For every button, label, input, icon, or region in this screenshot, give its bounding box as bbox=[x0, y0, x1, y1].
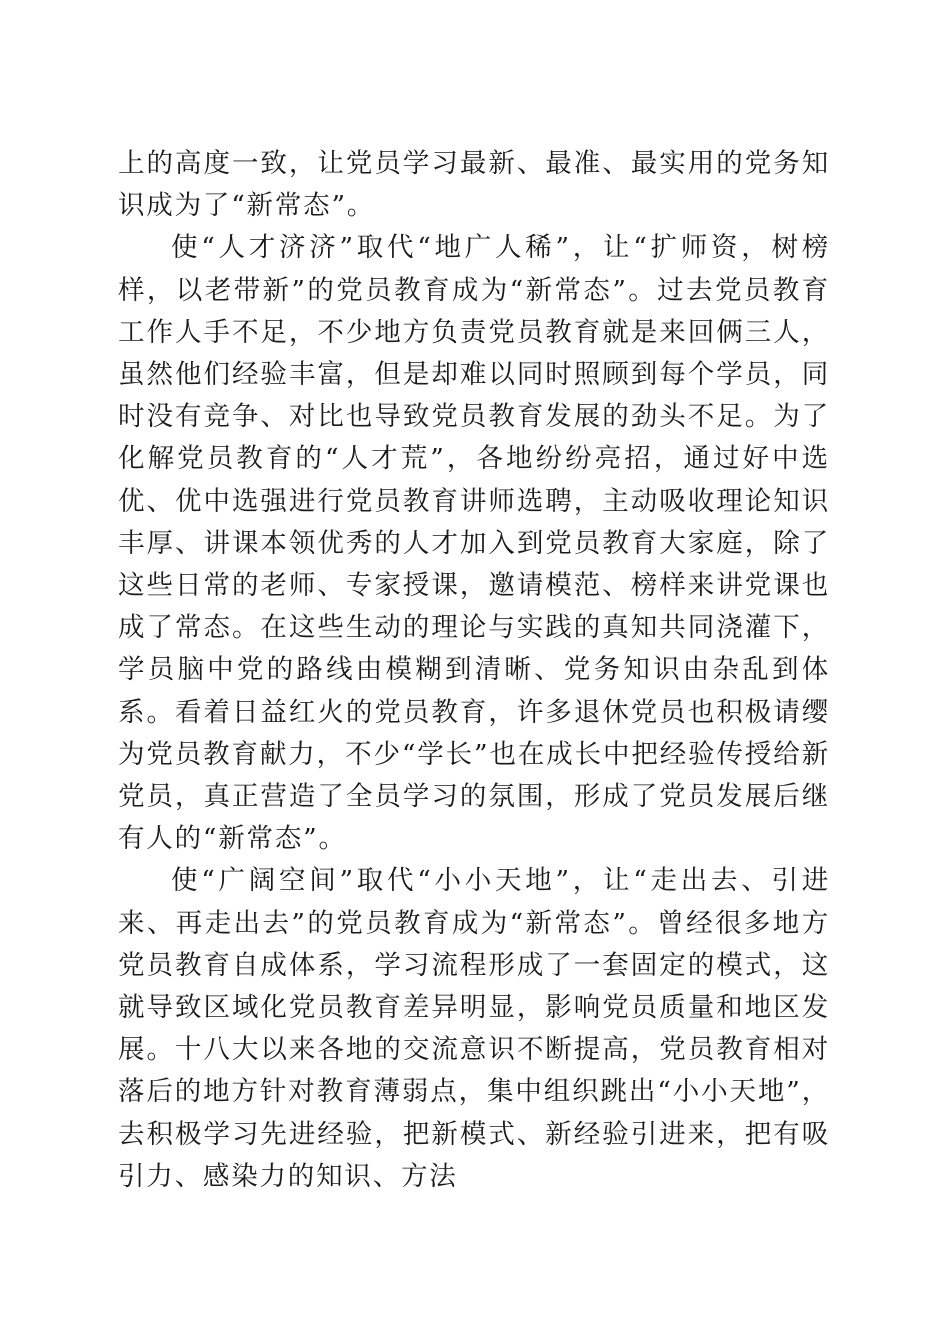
paragraph-2: 使“人才济济”取代“地广人稀”，让“扩师资，树榜样，以老带新”的党员教育成为“新常态”。过去党员教育工作人手不足，不少地方负责党员教育就是来回俩三人，虽然他们经验丰富，但是却难以同时照顾到每个学员，同时没有竞争、对比也导致党员教育发展的劲头不足。为了化解党员教育的“人才荒”，各地纷纷亮招，通过好中选优、优中选强进行党员教育讲师选聘，主动吸收理论知识丰厚、讲课本领优秀的人才加入到党员教育大家庭，除了这些日常的老师、专家授课，邀请模范、榜样来讲党课也成了常态。在这些生动的理论与实践的真知共同浇灌下，学员脑中党的路线由模糊到清晰、党务知识由杂乱到体系。看着日益红火的党员教育，许多退休党员也积极请缨为党员教育献力，不少“学长”也在成长中把经验传授给新党员，真正营造了全员学习的氛围，形成了党员发展后继有人的“新常态”。 bbox=[118, 232, 830, 855]
paragraph-1: 上的高度一致，让党员学习最新、最准、最实用的党务知识成为了“新常态”。 bbox=[118, 148, 830, 222]
paragraph-3: 使“广阔空间”取代“小小天地”，让“走出去、引进来、再走出去”的党员教育成为“新常态”。曾经很多地方党员教育自成体系，学习流程形成了一套固定的模式，这就导致区域化党员教育差异明显，影响党员质量和地区发展。十八大以来各地的交流意识不断提高，党员教育相对落后的地方针对教育薄弱点，集中组织跳出“小小天地”，去积极学习先进经验，把新模式、新经验引进来，把有吸引力、感染力的知识、方法 bbox=[118, 865, 830, 1192]
document-body bbox=[118, 143, 830, 1198]
